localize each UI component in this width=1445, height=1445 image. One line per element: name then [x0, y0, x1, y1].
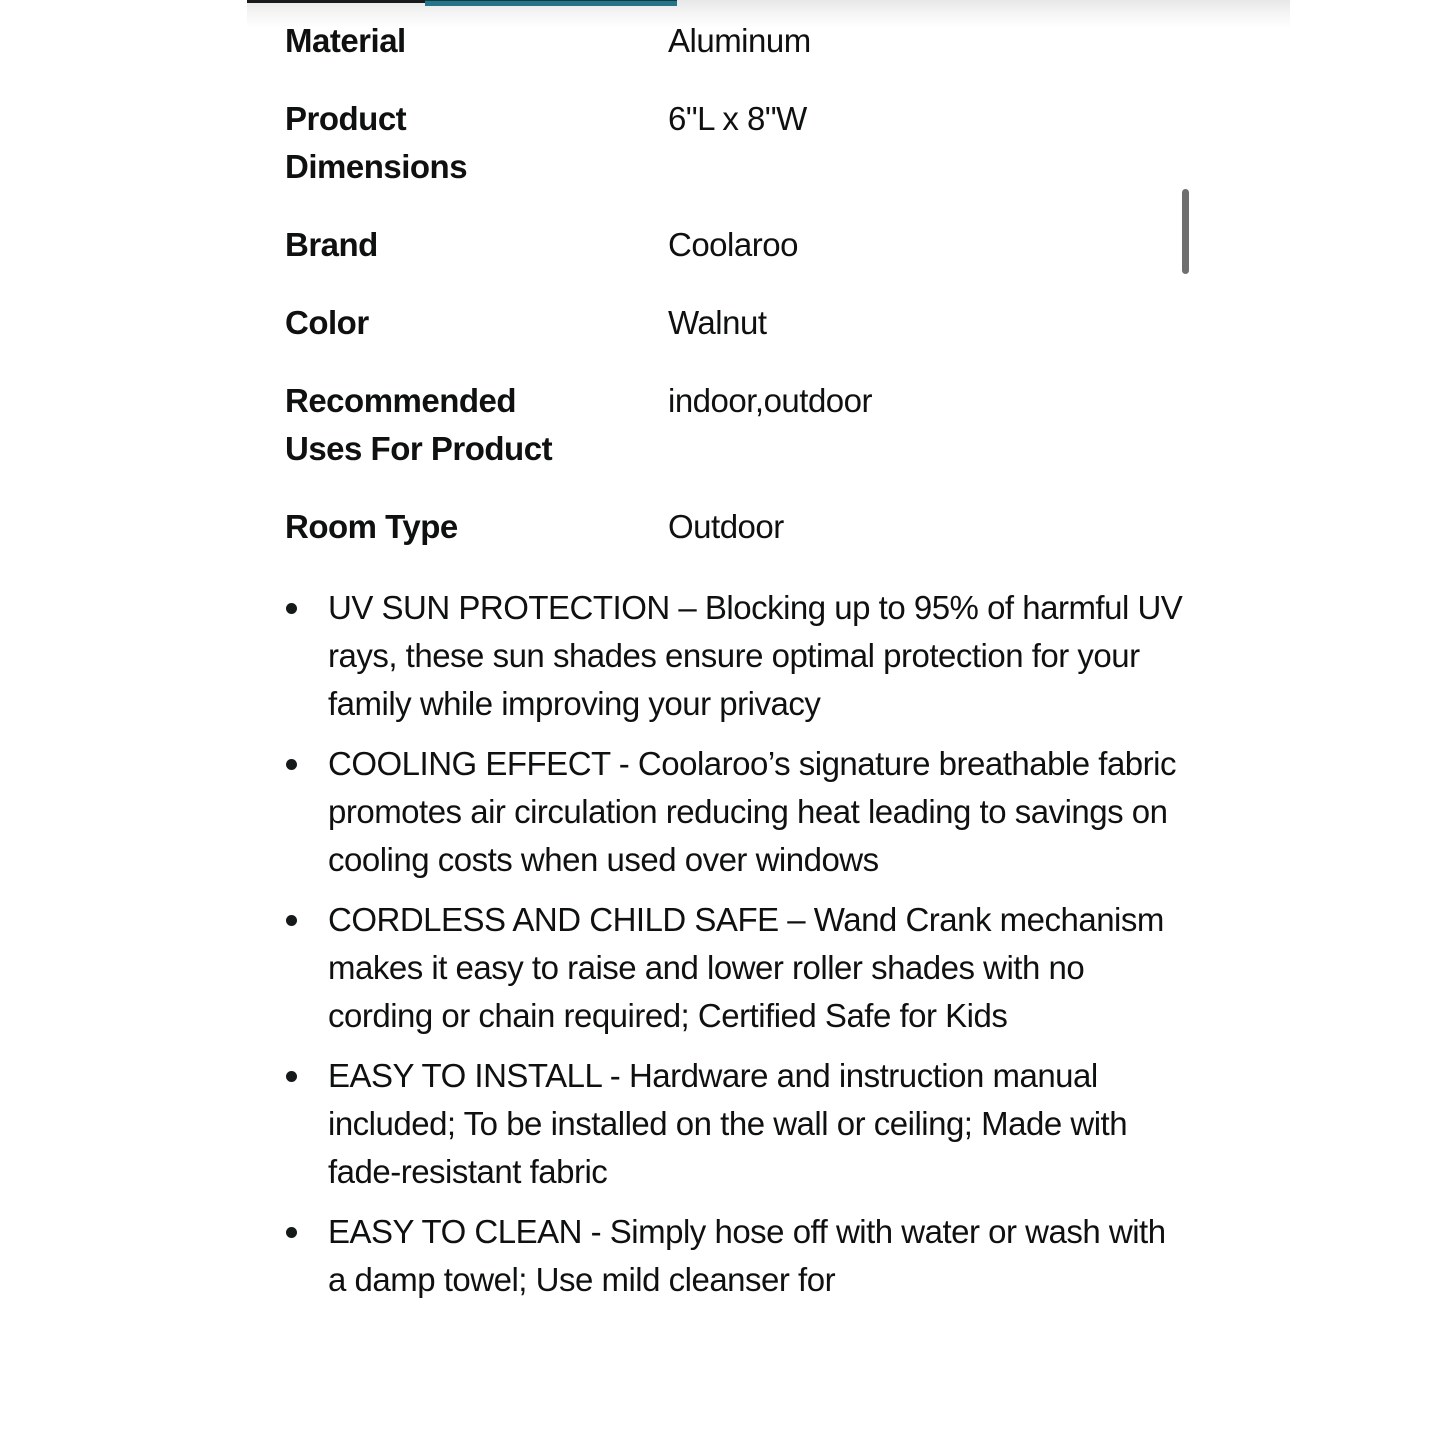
- feature-bullet-easy-install: [328, 1052, 1184, 1196]
- spec-row-room-type: [285, 503, 1290, 551]
- feature-bullet-text: EASY TO INSTALL - Hardware and instruction manual included; To be installed on the wall or ceiling; Made with fade-resistant fabric: [328, 1057, 1128, 1190]
- feature-bullet-uv-protection: [328, 584, 1184, 728]
- spec-row-material: [285, 17, 1290, 65]
- spec-label: Material: [285, 22, 406, 59]
- vertical-scrollbar-thumb[interactable]: [1182, 189, 1189, 274]
- bullet-dot-icon: [286, 603, 297, 614]
- bullet-dot-icon: [286, 1227, 297, 1238]
- spec-row-recommended-uses: [285, 377, 1290, 473]
- spec-label: Room Type: [285, 508, 458, 545]
- feature-bullet-list: [247, 584, 1290, 1304]
- spec-value: Coolaroo: [668, 226, 798, 263]
- spec-value: 6"L x 8"W: [668, 100, 807, 137]
- spec-row-brand: [285, 221, 1290, 269]
- spec-value: Walnut: [668, 304, 767, 341]
- feature-bullet-text: EASY TO CLEAN - Simply hose off with water or wash with a damp towel; Use mild cleanser for: [328, 1213, 1166, 1298]
- bullet-dot-icon: [286, 915, 297, 926]
- spec-label: Brand: [285, 226, 378, 263]
- product-spec-table: [247, 0, 1290, 551]
- feature-bullet-text: UV SUN PROTECTION – Blocking up to 95% of harmful UV rays, these sun shades ensure optimal protection for your family while improving your privacy: [328, 589, 1183, 722]
- product-info-panel: [247, 0, 1290, 1445]
- spec-row-color: [285, 299, 1290, 347]
- bullet-dot-icon: [286, 1071, 297, 1082]
- spec-value: Aluminum: [668, 22, 811, 59]
- feature-bullet-text: COOLING EFFECT - Coolaroo’s signature breathable fabric promotes air circulation reducing heat leading to savings on cooling costs when used over windows: [328, 745, 1176, 878]
- spec-label: Recommended Uses For Product: [285, 382, 553, 467]
- spec-value: indoor,outdoor: [668, 382, 873, 419]
- spec-value: Outdoor: [668, 508, 784, 545]
- feature-bullet-text: CORDLESS AND CHILD SAFE – Wand Crank mechanism makes it easy to raise and lower roller shades with no cording or chain required; Certified Safe for Kids: [328, 901, 1164, 1034]
- spec-label: Product Dimensions: [285, 100, 468, 185]
- feature-bullet-cordless-child-safe: [328, 896, 1184, 1040]
- spec-row-product-dimensions: [285, 95, 1290, 191]
- feature-bullet-cooling-effect: [328, 740, 1184, 884]
- bullet-dot-icon: [286, 759, 297, 770]
- spec-label: Color: [285, 304, 369, 341]
- feature-bullet-easy-clean: [328, 1208, 1184, 1304]
